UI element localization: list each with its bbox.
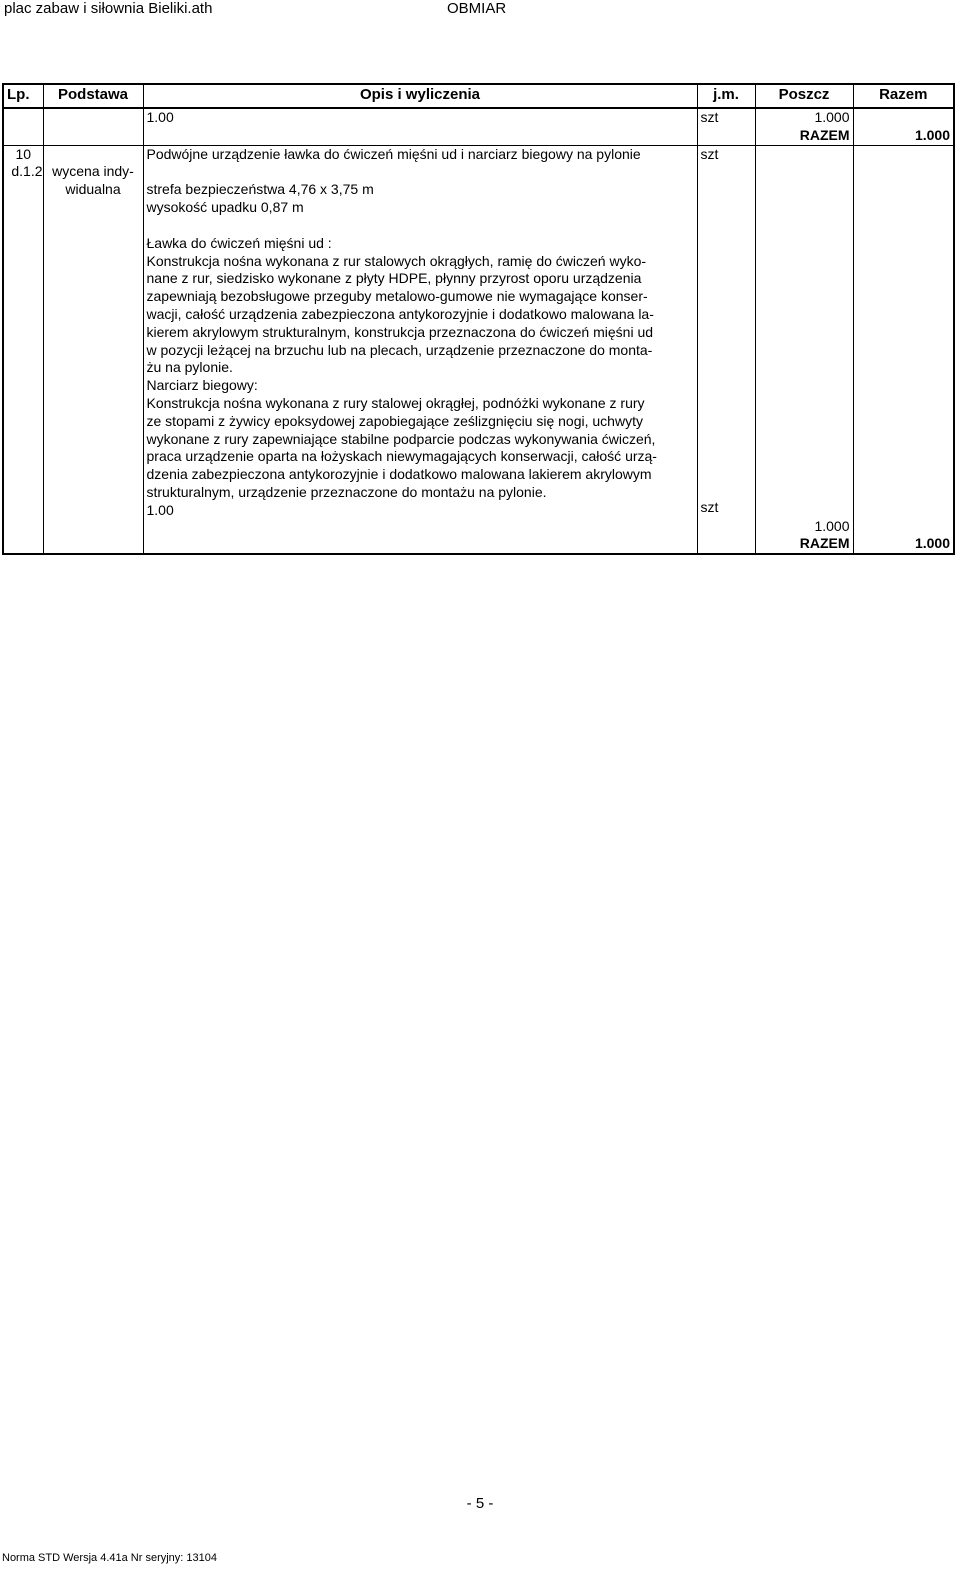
table-row xyxy=(3,145,954,535)
item-value: 1.000 xyxy=(814,517,850,534)
document-title: OBMIAR xyxy=(447,0,507,17)
table-header-row xyxy=(3,84,954,108)
col-lp: Lp. xyxy=(3,84,43,108)
col-poszcz: Poszcz xyxy=(755,84,853,108)
item-lp-code: d.1.2 xyxy=(11,163,43,180)
table-row xyxy=(3,127,954,145)
table-row xyxy=(3,535,954,554)
prev-value: 1.000 xyxy=(755,108,853,127)
measurement-table xyxy=(2,83,955,555)
prev-qty: 1.00 xyxy=(143,108,697,127)
item-qty-unit: szt xyxy=(700,499,719,516)
item-razem-value: 1.000 xyxy=(853,535,954,554)
item-line-2: wysokość upadku 0,87 m xyxy=(146,198,304,215)
item-qty: 1.00 xyxy=(146,501,174,518)
item-title: Podwójne urządzenie ławka do ćwiczeń mięśni ud i narciarz biegowy na pylonie xyxy=(146,145,641,162)
item-lp: 10 xyxy=(15,145,32,162)
prev-razem-value: 1.000 xyxy=(853,127,954,145)
item-unit: szt xyxy=(700,145,719,162)
prev-unit: szt xyxy=(697,108,755,127)
file-name: plac zabaw i siłownia Bieliki.ath xyxy=(4,0,213,17)
item-description: Ławka do ćwiczeń mięśni ud : Konstrukcja nośna wykonana z rur stalowych okrągłych, ramię do ćwiczeń wyko- nane z rur, siedzisko wykonane z płyty HDPE, płynny przyrost oporu urządzenia zapewniają bezobsługowe przeguby metalowo-gumowe nie wymagające konser- wacji, całość urządzenia zabezpieczona antykorozyjnie i dodatkowo malowana la- kierem akrylowym strukturalnym, konstrukcja przeznaczona do ćwiczeń mięśni ud w pozycji leżącej na brzuchu lub na plecach, urządzenie przeznaczone do monta- żu na pylonie. Narciarz biegowy: Konstrukcja nośna wykonana z rury stalowej okrągłej, podnóżki wykonane z rury ze stopami z żywicy epoksydowej zapobiegające ześlizgnięciu się nogi, uchwyty wykonane z rury zapewniające stabilne podparcie podczas wykonywania ćwiczeń, praca urządzenie oparta na łożyskach niewymagających konserwacji, całość urzą- dzenia zabezpieczona antykorozyjnie i dodatkowo malowana lakierem akrylowym strukturalnym, urządzenie przeznaczone do montażu na pylonie. xyxy=(146,234,657,500)
col-razem: Razem xyxy=(853,84,954,108)
col-opis: Opis i wyliczenia xyxy=(143,84,697,108)
item-podstawa: wycena indy-widualna xyxy=(52,163,134,198)
item-line-1: strefa bezpieczeństwa 4,76 x 3,75 m xyxy=(146,181,374,198)
item-razem-label: RAZEM xyxy=(755,535,853,554)
col-jm: j.m. xyxy=(697,84,755,108)
table-row xyxy=(3,108,954,127)
page-number: - 5 - xyxy=(466,1495,494,1512)
footer-version: Norma STD Wersja 4.41a Nr seryjny: 13104 xyxy=(2,1552,217,1564)
col-podstawa: Podstawa xyxy=(43,84,143,108)
prev-razem-label: RAZEM xyxy=(755,127,853,145)
